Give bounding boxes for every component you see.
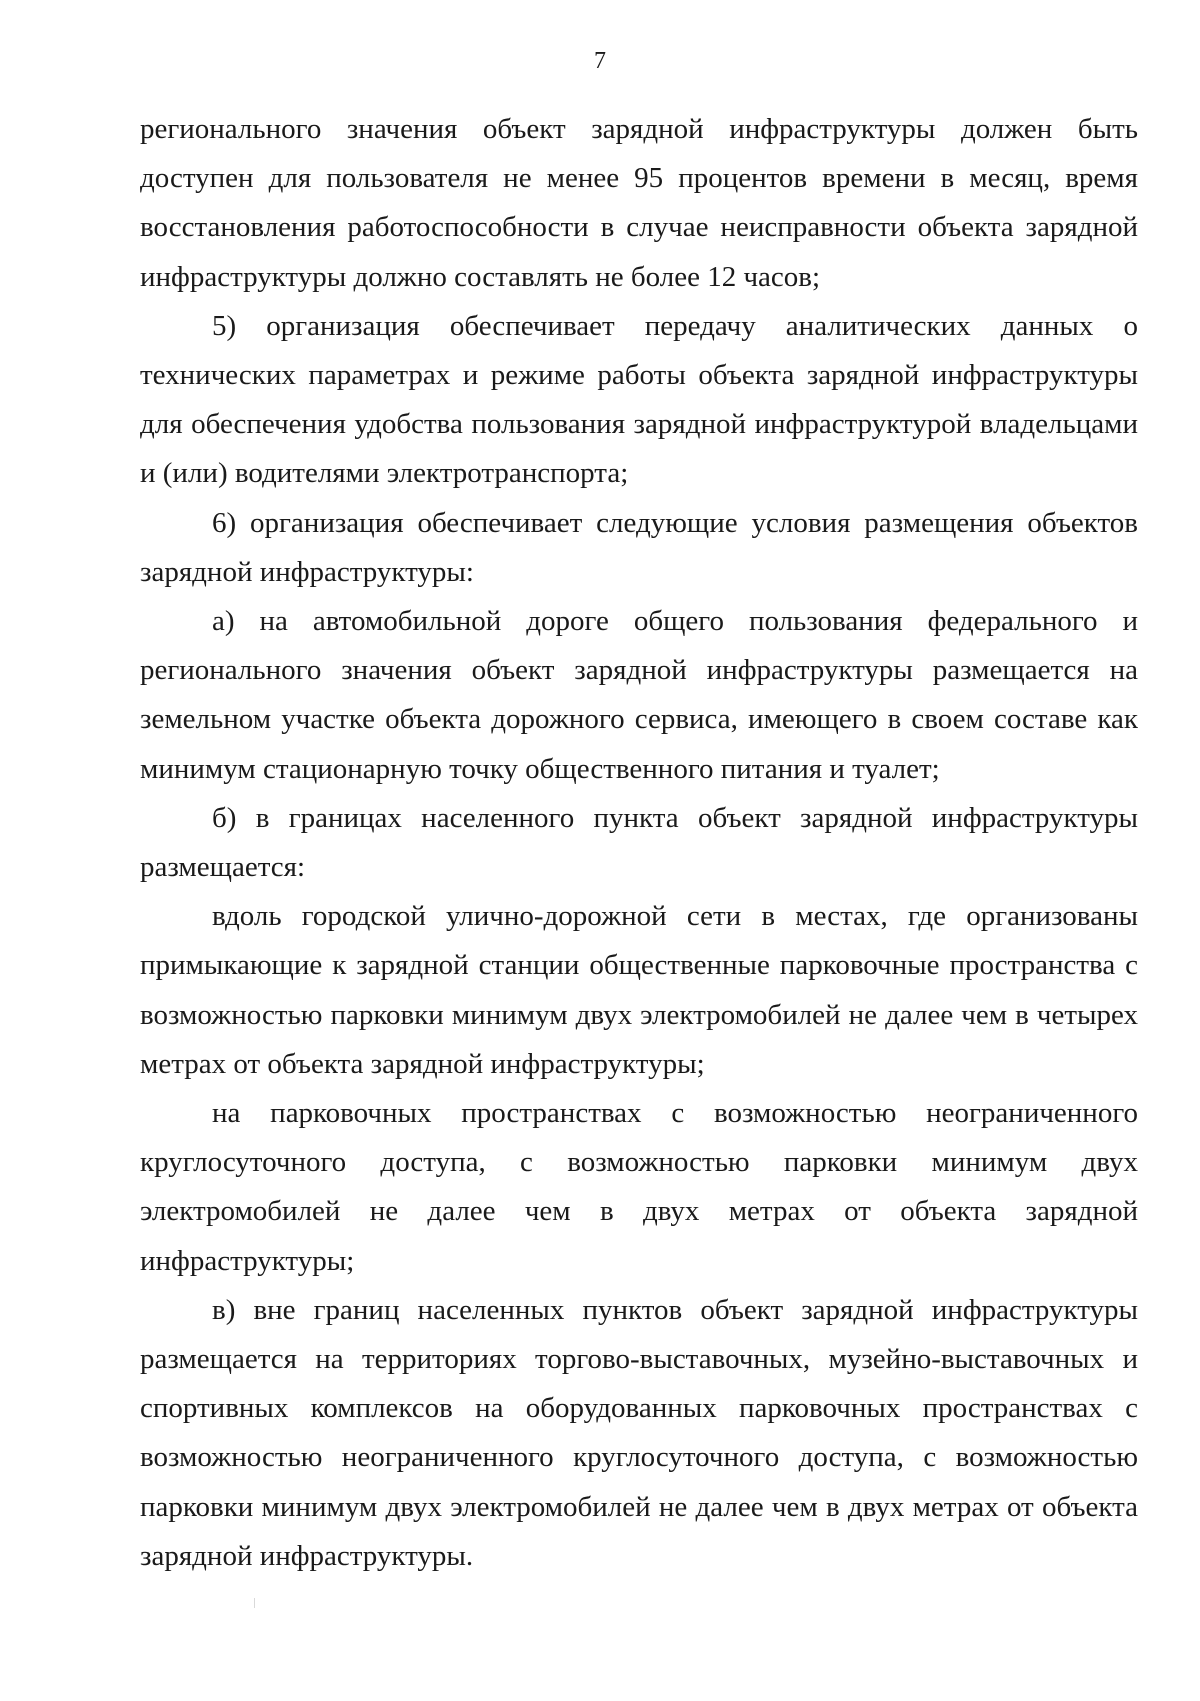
paragraph-parking-spaces: на парковочных пространствах с возможностью неограниченного круглосуточного доступа, с возможностью парковки минимум двух электромобилей не далее чем в двух метрах от объекта зарядной инфраструктуры; xyxy=(140,1097,1138,1277)
page-number: 7 xyxy=(594,48,606,74)
scan-artifact xyxy=(254,1598,255,1608)
paragraph-subitem-v: в) вне границ населенных пунктов объект зарядной инфраструктуры размещается на территориях торгово-выставочных, музейно-выставочных и спортивных комплексов на оборудованных парковочных пространствах с возможностью неограниченного круглосуточного доступа, с возможностью парковки минимум двух электромобилей не далее чем в двух метрах от объекта зарядной инфраструктуры. xyxy=(140,1293,1138,1572)
paragraph-item-6: 6) организация обеспечивает следующие условия размещения объектов зарядной инфраструктуры: xyxy=(140,506,1138,588)
document-body xyxy=(140,105,1138,1581)
paragraph-street-network: вдоль городской улично-дорожной сети в местах, где организованы примыкающие к зарядной станции общественные парковочные пространства с возможностью парковки минимум двух электромобилей не далее чем в четырех метрах от объекта зарядной инфраструктуры; xyxy=(140,900,1138,1080)
paragraph-subitem-a: а) на автомобильной дороге общего пользования федерального и регионального значения объект зарядной инфраструктуры размещается на земельном участке объекта дорожного сервиса, имеющего в своем составе как минимум стационарную точку общественного питания и туалет; xyxy=(140,605,1138,785)
paragraph-item-5: 5) организация обеспечивает передачу аналитических данных о технических параметрах и режиме работы объекта зарядной инфраструктуры для обеспечения удобства пользования зарядной инфраструктурой владельцами и (или) водителями электротранспорта; xyxy=(140,309,1138,490)
paragraph-continuation: регионального значения объект зарядной инфраструктуры должен быть доступен для пользователя не менее 95 процентов времени в месяц, время восстановления работоспособности в случае неисправности объекта зарядной инфраструктуры должно составлять не более 12 часов; xyxy=(140,113,1138,293)
paragraph-subitem-b: б) в границах населенного пункта объект зарядной инфраструктуры размещается: xyxy=(140,801,1138,884)
